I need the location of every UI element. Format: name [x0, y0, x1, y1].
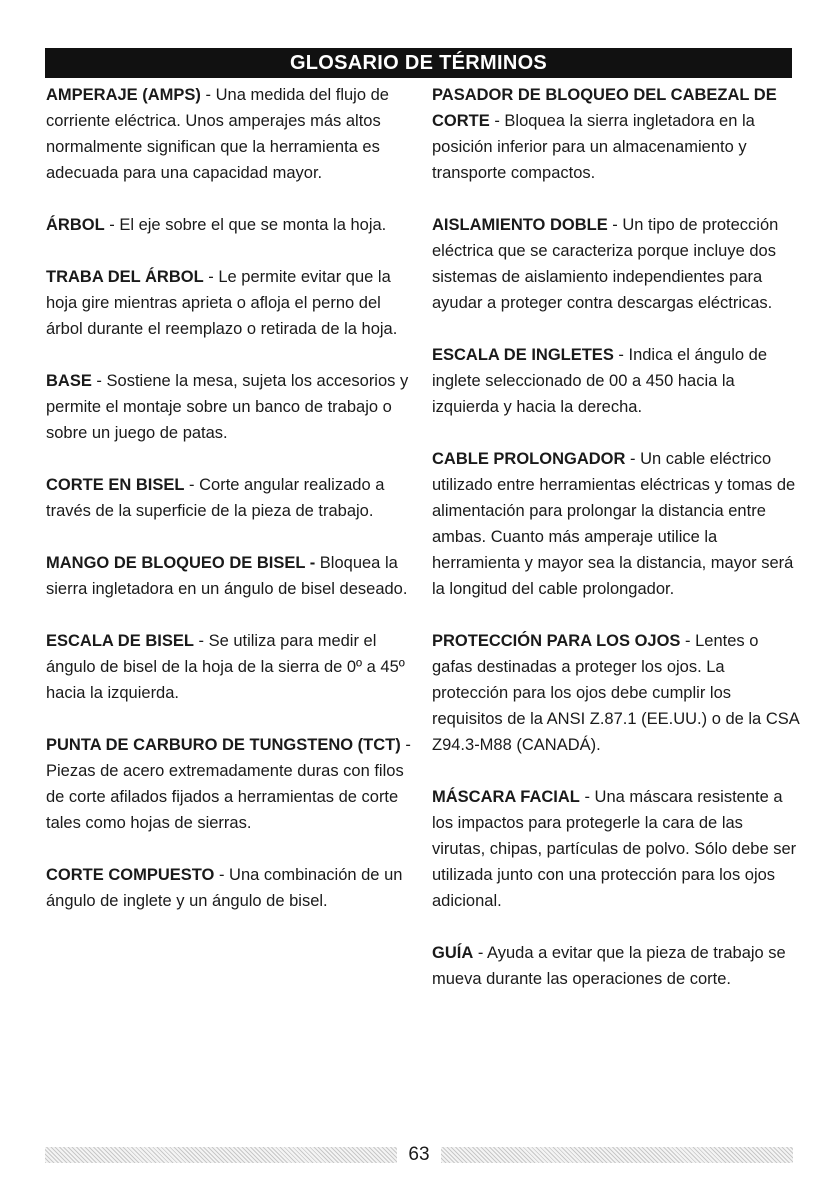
- glossary-definition: - Bloquea la sierra ingletadora en la posición inferior para un almacenamiento y transporte compactos.: [432, 112, 755, 182]
- glossary-entry: [46, 862, 418, 914]
- glossary-entry: [432, 212, 800, 316]
- glossary-definition: - Corte angular realizado a través de la superficie de la pieza de trabajo.: [46, 476, 385, 520]
- glossary-term: CORTE EN BISEL: [46, 476, 185, 494]
- glossary-term: PROTECCIÓN PARA LOS OJOS: [432, 632, 681, 650]
- glossary-term: CORTE COMPUESTO: [46, 866, 215, 884]
- glossary-term: ESCALA DE INGLETES: [432, 346, 614, 364]
- glossary-definition: - Ayuda a evitar que la pieza de trabajo se mueva durante las operaciones de corte.: [432, 944, 786, 988]
- glossary-entry: [432, 784, 800, 914]
- glossary-entry: [46, 628, 418, 706]
- glossary-term: GUÍA: [432, 944, 474, 962]
- glossary-term: AISLAMIENTO DOBLE: [432, 216, 608, 234]
- glossary-entry: [432, 628, 800, 758]
- left-column: [46, 82, 418, 940]
- glossary-definition: - Una máscara resistente a los impactos para protegerle la cara de las virutas, chipas, partículas de polvo. Sólo debe ser utilizada junto con una protección para los ojos adicional.: [432, 788, 797, 910]
- page-footer: [45, 1144, 793, 1166]
- glossary-entry: [46, 82, 418, 186]
- glossary-term: MÁSCARA FACIAL: [432, 788, 580, 806]
- glossary-entry: [46, 212, 418, 238]
- glossary-entry: [46, 264, 418, 342]
- glossary-definition: Bloquea la sierra ingletadora en un ángulo de bisel deseado.: [46, 554, 408, 598]
- glossary-definition: - Le permite evitar que la hoja gire mientras aprieta o afloja el perno del árbol durante el reemplazo o retirada de la hoja.: [46, 268, 398, 338]
- glossary-definition: - Una combinación de un ángulo de inglete y un ángulo de bisel.: [46, 866, 403, 910]
- glossary-definition: - Un tipo de protección eléctrica que se caracteriza porque incluye dos sistemas de aislamiento independientes para ayudar a proteger contra descargas eléctricas.: [432, 216, 779, 312]
- glossary-entry: [46, 368, 418, 446]
- glossary-entry: [432, 446, 800, 602]
- glossary-definition: - Piezas de acero extremadamente duras con filos de corte afilados fijados a herramientas de corte tales como hojas de sierras.: [46, 736, 411, 832]
- glossary-term: PUNTA DE CARBURO DE TUNGSTENO (TCT): [46, 736, 401, 754]
- glossary-entry: [432, 82, 800, 186]
- glossary-header: GLOSARIO DE TÉRMINOS: [45, 48, 792, 78]
- glossary-term: BASE: [46, 372, 92, 390]
- page-number: 63: [408, 1144, 430, 1165]
- glossary-definition: - Indica el ángulo de inglete seleccionado de 00 a 450 hacia la izquierda y hacia la derecha.: [432, 346, 768, 416]
- glossary-term: CABLE PROLONGADOR: [432, 450, 626, 468]
- glossary-entry: [46, 550, 418, 602]
- glossary-definition: - Lentes o gafas destinadas a proteger los ojos. La protección para los ojos debe cumplir los requisitos de la ANSI Z.87.1 (EE.UU.) o de la CSA Z94.3-M88 (CANADÁ).: [432, 632, 799, 754]
- glossary-entry: [46, 732, 418, 836]
- footer-hatch-left: [45, 1147, 397, 1163]
- footer-hatch-right: [441, 1147, 793, 1163]
- glossary-entry: [432, 342, 800, 420]
- glossary-entry: [432, 940, 800, 992]
- glossary-term: ESCALA DE BISEL: [46, 632, 194, 650]
- glossary-term: TRABA DEL ÁRBOL: [46, 268, 204, 286]
- glossary-term: ÁRBOL: [46, 216, 105, 234]
- glossary-term: MANGO DE BLOQUEO DE BISEL -: [46, 554, 316, 572]
- glossary-definition: - El eje sobre el que se monta la hoja.: [104, 216, 387, 234]
- glossary-entry: [46, 472, 418, 524]
- glossary-definition: - Sostiene la mesa, sujeta los accesorios y permite el montaje sobre un banco de trabajo o sobre un juego de patas.: [46, 372, 409, 442]
- glossary-term: PASADOR DE BLOQUEO DEL CABEZAL DE CORTE: [432, 86, 777, 130]
- glossary-definition: - Un cable eléctrico utilizado entre herramientas eléctricas y tomas de alimentación para prolongar la distancia entre ambas. Cuanto más amperaje utilice la herramienta y mayor sea la distancia, mayor será la longitud del cable prolongador.: [432, 450, 796, 598]
- right-column: [432, 82, 800, 1018]
- glossary-term: AMPERAJE (AMPS): [46, 86, 201, 104]
- glossary-definition: - Se utiliza para medir el ángulo de bisel de la hoja de la sierra de 0º a 45º hacia la izquierda.: [46, 632, 405, 702]
- glossary-definition: - Una medida del flujo de corriente eléctrica. Unos amperajes más altos normalmente significan que la herramienta es adecuada para una capacidad mayor.: [46, 86, 389, 182]
